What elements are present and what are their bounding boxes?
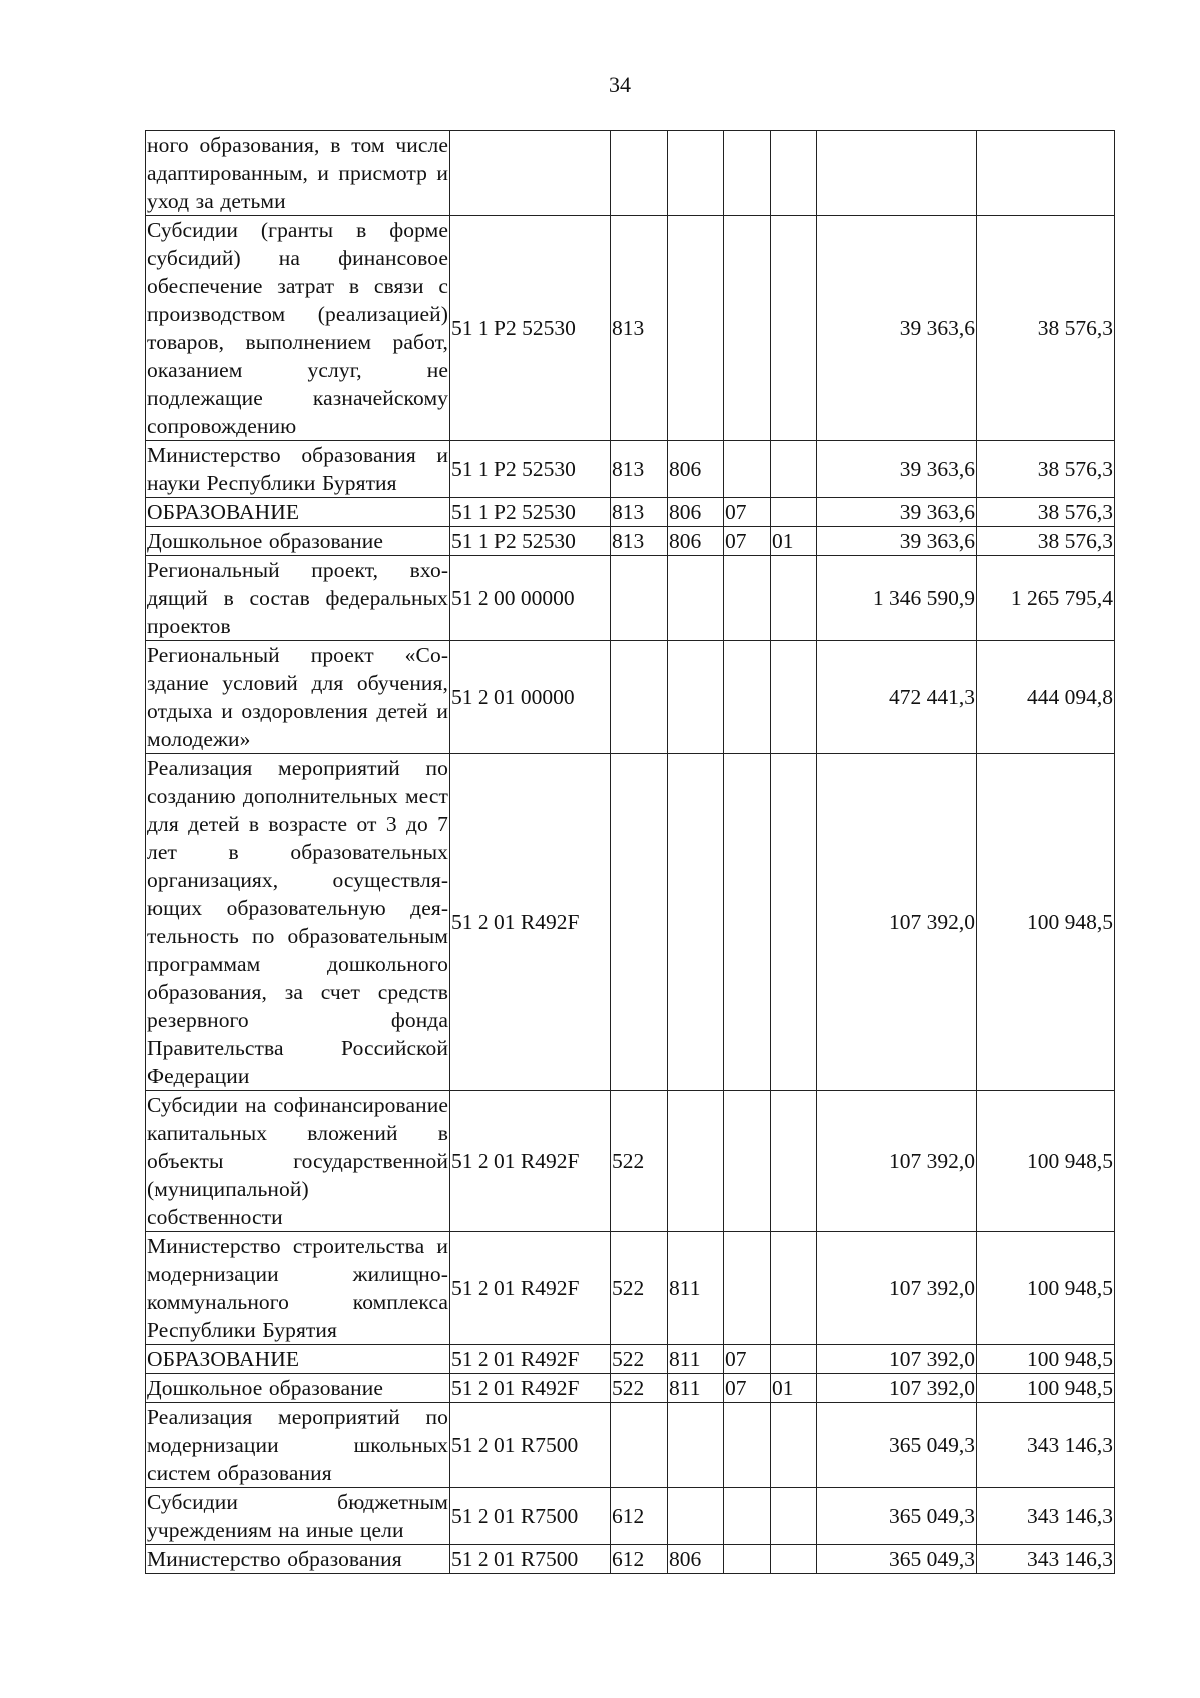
table-row	[146, 1374, 1115, 1403]
amount-2-cell: 100 948,5	[977, 1091, 1115, 1232]
section-cell	[724, 1488, 771, 1545]
amount-2-cell: 38 576,3	[977, 498, 1115, 527]
kbk-code-cell: 51 1 P2 52530	[450, 498, 611, 527]
amount-1-cell: 107 392,0	[817, 1232, 977, 1345]
ministry-code-cell: 806	[668, 498, 724, 527]
section-cell: 07	[724, 1345, 771, 1374]
amount-2-cell: 343 146,3	[977, 1545, 1115, 1574]
row-name-cell: ОБРАЗОВАНИЕ	[146, 498, 450, 527]
subsection-cell	[771, 441, 817, 498]
kbk-code-cell: 51 2 01 R7500	[450, 1545, 611, 1574]
amount-2-cell: 444 094,8	[977, 641, 1115, 754]
amount-1-cell: 39 363,6	[817, 441, 977, 498]
subsection-cell	[771, 1091, 817, 1232]
ministry-code-cell: 806	[668, 1545, 724, 1574]
ministry-code-cell: 806	[668, 527, 724, 556]
section-cell	[724, 754, 771, 1091]
expense-type-cell: 813	[611, 216, 668, 441]
table-row	[146, 216, 1115, 441]
kbk-code-cell: 51 2 01 R492F	[450, 1091, 611, 1232]
section-cell	[724, 556, 771, 641]
section-cell	[724, 131, 771, 216]
amount-2-cell: 100 948,5	[977, 1345, 1115, 1374]
subsection-cell	[771, 641, 817, 754]
table-row	[146, 641, 1115, 754]
expense-type-cell: 612	[611, 1545, 668, 1574]
section-cell	[724, 1545, 771, 1574]
row-name-cell: Региональный проект «Создание условий для обучения, отдыха и оздоровления детей и молодежи»	[146, 641, 450, 754]
table-row	[146, 131, 1115, 216]
row-name-cell: Реализация мероприятий по созданию дополнительных мест для детей в возрасте от 3 до 7 лет в образовательных организациях, осуществляющих образовательную деятельность по образовательным программам дошкольного образования, за счет средств резервного фонда Правительства Российской Федерации	[146, 754, 450, 1091]
row-name-cell: Министерство строительства и модернизации жилищно-коммунального комплекса Республики Бурятия	[146, 1232, 450, 1345]
section-cell	[724, 1091, 771, 1232]
section-cell	[724, 1403, 771, 1488]
ministry-code-cell: 811	[668, 1374, 724, 1403]
amount-2-cell: 38 576,3	[977, 216, 1115, 441]
expense-type-cell: 813	[611, 498, 668, 527]
kbk-code-cell: 51 2 01 R492F	[450, 1374, 611, 1403]
ministry-code-cell	[668, 1091, 724, 1232]
expense-type-cell: 522	[611, 1374, 668, 1403]
expense-type-cell: 522	[611, 1091, 668, 1232]
kbk-code-cell: 51 1 P2 52530	[450, 216, 611, 441]
row-name-cell: ного образования, в том числе адаптированным, и присмотр и уход за детьми	[146, 131, 450, 216]
subsection-cell: 01	[771, 1374, 817, 1403]
amount-1-cell: 365 049,3	[817, 1403, 977, 1488]
expense-type-cell	[611, 1403, 668, 1488]
ministry-code-cell	[668, 754, 724, 1091]
table-row	[146, 754, 1115, 1091]
subsection-cell	[771, 754, 817, 1091]
ministry-code-cell: 811	[668, 1345, 724, 1374]
table-row	[146, 1488, 1115, 1545]
row-name-cell: ОБРАЗОВАНИЕ	[146, 1345, 450, 1374]
kbk-code-cell	[450, 131, 611, 216]
row-name-cell: Министерство образования и науки Республики Бурятия	[146, 441, 450, 498]
ministry-code-cell: 806	[668, 441, 724, 498]
expense-type-cell: 522	[611, 1345, 668, 1374]
kbk-code-cell: 51 2 00 00000	[450, 556, 611, 641]
budget-table	[145, 130, 1115, 1574]
section-cell	[724, 216, 771, 441]
table-row	[146, 527, 1115, 556]
subsection-cell	[771, 1488, 817, 1545]
amount-2-cell: 100 948,5	[977, 1232, 1115, 1345]
amount-2-cell: 100 948,5	[977, 754, 1115, 1091]
amount-1-cell: 1 346 590,9	[817, 556, 977, 641]
amount-1-cell: 107 392,0	[817, 1091, 977, 1232]
amount-1-cell: 365 049,3	[817, 1545, 977, 1574]
expense-type-cell: 612	[611, 1488, 668, 1545]
subsection-cell	[771, 1545, 817, 1574]
table-row	[146, 498, 1115, 527]
table-row	[146, 556, 1115, 641]
amount-1-cell: 39 363,6	[817, 498, 977, 527]
subsection-cell	[771, 498, 817, 527]
amount-2-cell: 38 576,3	[977, 527, 1115, 556]
amount-2-cell: 100 948,5	[977, 1374, 1115, 1403]
amount-2-cell: 343 146,3	[977, 1403, 1115, 1488]
expense-type-cell: 813	[611, 527, 668, 556]
subsection-cell	[771, 216, 817, 441]
row-name-cell: Дошкольное образование	[146, 1374, 450, 1403]
ministry-code-cell	[668, 216, 724, 441]
table-row	[146, 441, 1115, 498]
row-name-cell: Региональный проект, входящий в состав федеральных проектов	[146, 556, 450, 641]
ministry-code-cell	[668, 556, 724, 641]
table-row	[146, 1345, 1115, 1374]
subsection-cell: 01	[771, 527, 817, 556]
amount-1-cell: 39 363,6	[817, 527, 977, 556]
amount-1-cell: 107 392,0	[817, 1345, 977, 1374]
amount-2-cell: 343 146,3	[977, 1488, 1115, 1545]
expense-type-cell	[611, 131, 668, 216]
table-row	[146, 1091, 1115, 1232]
section-cell: 07	[724, 1374, 771, 1403]
kbk-code-cell: 51 1 P2 52530	[450, 527, 611, 556]
expense-type-cell	[611, 641, 668, 754]
kbk-code-cell: 51 2 01 R492F	[450, 754, 611, 1091]
row-name-cell: Министерство образования	[146, 1545, 450, 1574]
table-row	[146, 1545, 1115, 1574]
table-row	[146, 1403, 1115, 1488]
expense-type-cell: 813	[611, 441, 668, 498]
row-name-cell: Субсидии (гранты в форме субсидий) на финансовое обеспечение затрат в связи с производством (реализацией) товаров, выполнением работ, оказанием услуг, не подлежащие казначейскому сопровождению	[146, 216, 450, 441]
ministry-code-cell: 811	[668, 1232, 724, 1345]
subsection-cell	[771, 131, 817, 216]
amount-1-cell: 39 363,6	[817, 216, 977, 441]
ministry-code-cell	[668, 1403, 724, 1488]
section-cell	[724, 441, 771, 498]
row-name-cell: Реализация мероприятий по модернизации школьных систем образования	[146, 1403, 450, 1488]
kbk-code-cell: 51 2 01 R492F	[450, 1232, 611, 1345]
ministry-code-cell	[668, 641, 724, 754]
section-cell: 07	[724, 498, 771, 527]
kbk-code-cell: 51 1 P2 52530	[450, 441, 611, 498]
ministry-code-cell	[668, 131, 724, 216]
amount-2-cell	[977, 131, 1115, 216]
amount-2-cell: 38 576,3	[977, 441, 1115, 498]
kbk-code-cell: 51 2 01 R7500	[450, 1488, 611, 1545]
table-row	[146, 1232, 1115, 1345]
subsection-cell	[771, 1232, 817, 1345]
amount-1-cell: 107 392,0	[817, 1374, 977, 1403]
expense-type-cell	[611, 754, 668, 1091]
table-body	[146, 131, 1115, 1574]
ministry-code-cell	[668, 1488, 724, 1545]
kbk-code-cell: 51 2 01 R492F	[450, 1345, 611, 1374]
row-name-cell: Субсидии на софинансирование капитальных вложений в объекты государственной (муниципальной) собственности	[146, 1091, 450, 1232]
kbk-code-cell: 51 2 01 00000	[450, 641, 611, 754]
subsection-cell	[771, 1403, 817, 1488]
subsection-cell	[771, 1345, 817, 1374]
subsection-cell	[771, 556, 817, 641]
row-name-cell: Дошкольное образование	[146, 527, 450, 556]
section-cell: 07	[724, 527, 771, 556]
amount-2-cell: 1 265 795,4	[977, 556, 1115, 641]
expense-type-cell: 522	[611, 1232, 668, 1345]
amount-1-cell: 365 049,3	[817, 1488, 977, 1545]
expense-type-cell	[611, 556, 668, 641]
kbk-code-cell: 51 2 01 R7500	[450, 1403, 611, 1488]
amount-1-cell	[817, 131, 977, 216]
page-number: 34	[609, 72, 631, 97]
amount-1-cell: 107 392,0	[817, 754, 977, 1091]
section-cell	[724, 641, 771, 754]
section-cell	[724, 1232, 771, 1345]
row-name-cell: Субсидии бюджетным учреждениям на иные цели	[146, 1488, 450, 1545]
amount-1-cell: 472 441,3	[817, 641, 977, 754]
